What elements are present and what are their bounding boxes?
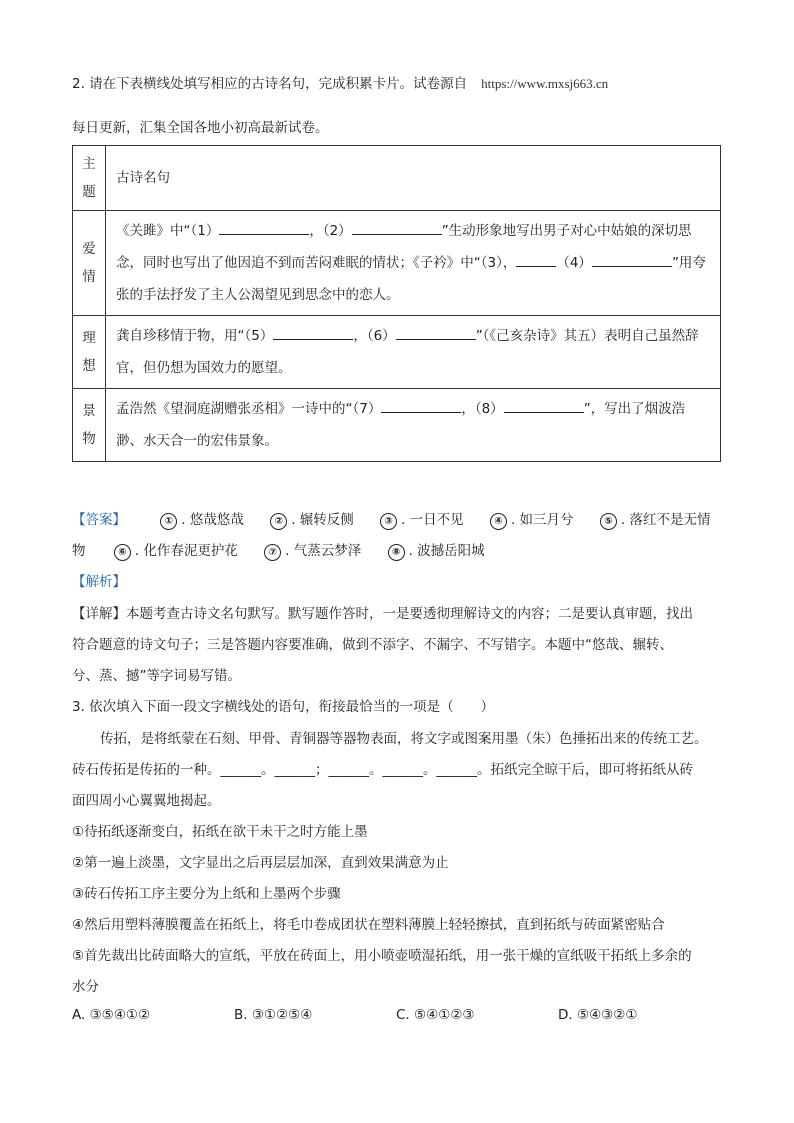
fill-blank-2[interactable] — [352, 220, 442, 235]
option-a[interactable]: A. ③⑤④①② — [72, 1007, 151, 1023]
passage-line: 砖石传拓是传拓的一种。______。______；______。______。______。拓纸完全晾干后，即可将拓纸从砖 — [72, 762, 693, 778]
fill-blank-6[interactable] — [396, 325, 476, 340]
passage-line: 面四周小心翼翼地揭起。 — [72, 793, 221, 809]
analysis-label: 【解析】 — [72, 574, 126, 590]
analysis-line: 【详解】本题考查古诗文名句默写。默写题作答时，一是要透彻理解诗文的内容；二是要认真审题，找出 — [72, 606, 693, 622]
sentence-item-continued: 水分 — [72, 979, 99, 995]
table-row-love — [73, 211, 721, 316]
analysis-line: 符合题意的诗文句子；三是答题内容要准确，做到不添字、不漏字、不写错字。本题中“悠哉、辗转、 — [72, 637, 673, 653]
topic-cell: 爱 情 — [73, 211, 106, 316]
answer-item: ② . 辗转反侧 — [270, 512, 354, 528]
table-header-row — [73, 146, 721, 211]
question-3-stem: 3. 依次填入下面一段文字横线处的语句，衔接最恰当的一项是（ ） — [72, 699, 495, 715]
table-row-scenery — [73, 389, 721, 462]
sentence-item: ①待拓纸逐渐变白，拓纸在欲干未干之时方能上墨 — [72, 824, 368, 840]
answer-label: 【答案】 — [72, 512, 126, 528]
content-cell: 《关雎》中“（1） ，（2） ”生动形象地写出男子对心中姑娘的深切思念，同时也写出了他因追不到而苦闷难眠的情状；《子衿》中“（3）， （4） ”用夸张的手法抒发了主人公渴望见到思念中的恋人。 — [106, 211, 721, 316]
answer-line-2 — [72, 539, 491, 561]
content-cell: 孟浩然《望洞庭湖赠张丞相》一诗中的“（7） ，（8） ”，写出了烟波浩渺、水天合一的宏伟景象。 — [106, 389, 721, 462]
fill-blank-1[interactable] — [219, 220, 309, 235]
topic-header-cell: 主 题 — [73, 146, 106, 211]
answer-item: ④ . 如三月兮 — [490, 512, 574, 528]
answer-item: ① . 悠哉悠哉 — [160, 512, 244, 528]
fill-blank-5[interactable] — [273, 325, 353, 340]
topic-cell: 景 物 — [73, 389, 106, 462]
answer-continuation: 物 — [72, 543, 86, 559]
content-header-cell: 古诗名句 — [106, 146, 721, 211]
fill-blank-3[interactable] — [516, 252, 556, 267]
option-c[interactable]: C. ⑤④①②③ — [396, 1007, 475, 1023]
content-cell: 龚自珍移情于物，用“（5） ，（6） ”（《己亥杂诗》其五）表明自己虽然辞官，但仍想为国效力的愿望。 — [106, 316, 721, 389]
sentence-item: ②第一遍上淡墨，文字显出之后再层层加深，直到效果满意为止 — [72, 855, 449, 871]
analysis-line: 兮、蒸、撼”等字词易写错。 — [72, 668, 241, 684]
option-d[interactable]: D. ⑤④③②① — [558, 1007, 638, 1023]
fill-blank-8[interactable] — [504, 398, 584, 413]
question-2-line2: 每日更新，汇集全国各地小初高最新试卷。 — [72, 120, 329, 136]
source-url[interactable]: https://www.mxsj663.cn — [481, 76, 609, 91]
question-2-line1 — [72, 72, 608, 92]
fill-blank-4[interactable] — [592, 252, 672, 267]
accumulation-card-table — [72, 145, 721, 462]
sentence-item: ⑤首先裁出比砖面略大的宣纸，平放在砖面上，用小喷壶喷湿拓纸，用一张干燥的宣纸吸干拓纸上多余的 — [72, 948, 692, 964]
topic-cell: 理 想 — [73, 316, 106, 389]
answer-item: ⑦ . 气蒸云梦泽 — [264, 543, 361, 559]
table-row-ideal — [73, 316, 721, 389]
option-b[interactable]: B. ③①②⑤④ — [234, 1007, 313, 1023]
passage-line: 传拓，是将纸蒙在石刻、甲骨、青铜器等器物表面，将文字或图案用墨（朱）色捶拓出来的传统工艺。 — [100, 731, 708, 747]
sentence-item: ③砖石传拓工序主要分为上纸和上墨两个步骤 — [72, 886, 341, 902]
answer-item: ⑧ . 波撼岳阳城 — [388, 543, 485, 559]
question-2-stem: 2. 请在下表横线处填写相应的古诗名句，完成积累卡片。试卷源自 — [72, 76, 468, 92]
fill-blank-7[interactable] — [381, 398, 461, 413]
answer-options — [72, 1007, 720, 1023]
sentence-item: ④然后用塑料薄膜覆盖在拓纸上，将毛巾卷成团状在塑料薄膜上轻轻擦拭，直到拓纸与砖面紧密贴合 — [72, 917, 665, 933]
answer-item: ⑤ . 落红不是无情 — [600, 512, 711, 528]
answer-line-1 — [72, 508, 716, 530]
answer-item: ③ . 一日不见 — [380, 512, 464, 528]
answer-item: ⑥ . 化作春泥更护花 — [114, 543, 238, 559]
